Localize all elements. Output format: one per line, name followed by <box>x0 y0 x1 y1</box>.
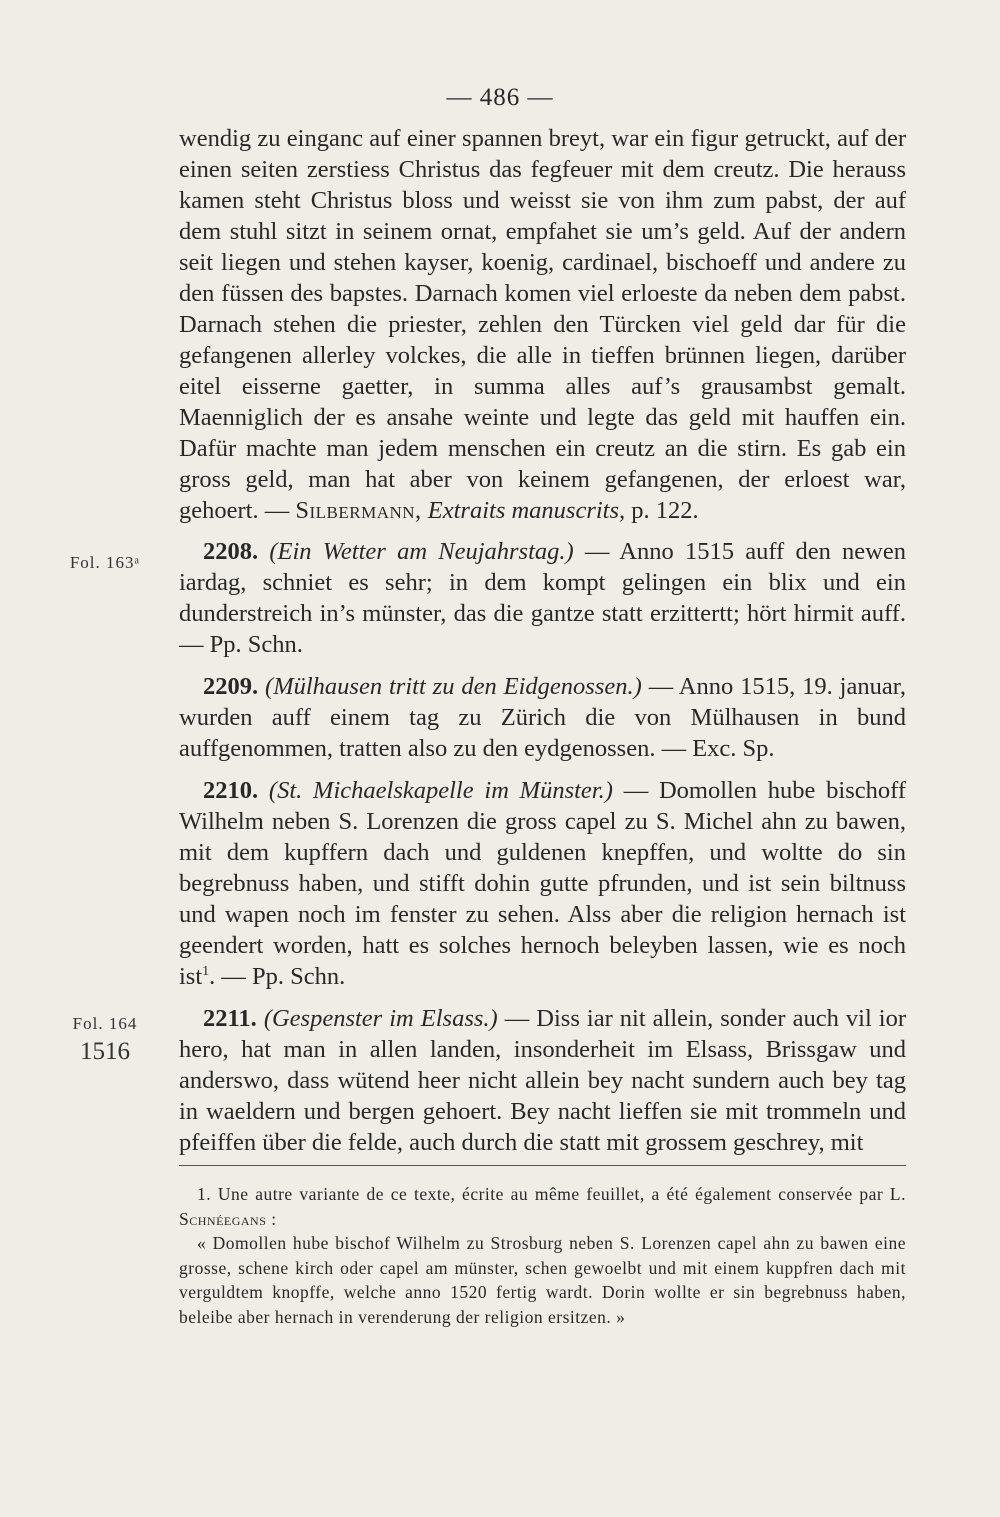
intro-work: Extraits manuscrits, <box>427 497 626 524</box>
entry-title: (St. Michaelskapelle im Münster.) <box>268 777 613 804</box>
margin-year-1516: 1516 <box>80 1038 130 1065</box>
intro-author: Silbermann, <box>295 497 422 524</box>
footnotes <box>179 1182 906 1329</box>
page-number: — 486 — <box>446 84 554 111</box>
entry-2210 <box>179 775 906 992</box>
entry-2209 <box>179 671 906 764</box>
entry-number: 2209. <box>203 673 259 700</box>
entry-number: 2208. <box>203 538 259 565</box>
entry-title: (Gespenster im Elsass.) <box>263 1005 498 1032</box>
entry-text: — Diss iar nit allein, sonder auch vil ior hero, hat man in allen landen, insonderheit im Elsass, Brissgaw und anderswo, dass wütend heer nicht allein bey nacht sundern auch bey tag in waeldern und bergen gehoert. Bey nacht lieffen sie mit trommeln und pfeiffen über die felde, auch durch die statt mit grossem geschrey, mit <box>179 1005 907 1156</box>
footnote-reference[interactable]: 1 <box>202 963 210 979</box>
footnote-1-quote: « Domollen hube bischof Wilhelm zu Strosburg neben S. Lorenzen capel ahn zu bawen eine grosse, schene kirch oder capel am münster, schen gewoelbt und mit einem kuppfren dach mit verguldtem knopffe, welche anno 1520 fertig wardt. Dorin wollte er sin begrebnuss haben, beleibe aber hernach in verenderung der religion ersitzen. » <box>179 1233 906 1327</box>
entry-2208 <box>179 536 906 660</box>
footnote-1-text: 1. Une autre variante de ce texte, écrite au même feuillet, a été également conservée par L. <box>197 1184 906 1204</box>
entry-title: (Mülhausen tritt zu den Eidgenossen.) <box>265 673 642 700</box>
intro-pages: p. 122. <box>631 497 699 524</box>
entry-number: 2210. <box>203 777 259 804</box>
entry-text-tail: . — Pp. Schn. <box>209 963 346 990</box>
entry-2211 <box>179 1003 906 1158</box>
margin-folio-163: Fol. 163ᵃ <box>69 553 141 572</box>
footnote-1-author: Schnéegans : <box>179 1208 277 1229</box>
entry-number: 2211. <box>203 1005 257 1032</box>
entry-text: — Anno 1515 auff den newen iardag, schniet es sehr; in dem kompt gelingen ein blix und ein dunderstreich in’s münster, das die gantze statt erzittertt; hört hirmit auff. — Pp. Schn. <box>179 538 906 658</box>
footnote-divider <box>179 1165 906 1166</box>
intro-text: wendig zu einganc auf einer spannen breyt, war ein figur getruckt, auf der einen seiten zerstiess Christus das fegfeuer mit dem creutz. Die herauss kamen steht Christus bloss und weisst sie von ihm zum pabst, der auf dem stuhl sitzt in seinem ornat, empfahet sie um’s geld. Auf der andern seit liegen und stehen kayser, koenig, cardinael, bischoeff und andere zu den füssen des bapstes. Darnach komen viel erloeste da neben dem pabst. Darnach stehen die priester, zehlen den Türcken viel geld dar für die gefangenen allerley volckes, die alle in tieffen brünnen liegen, darüber eitel eisserne gaetter, in summa alles auf’s grausambst gemalt. Maenniglich der es ansahe weinte und legte das geld mit hauffen ein. Dafür machte man jedem menschen ein creutz an die stirn. Es gab ein gross geld, man hat aber von keinem gefangenen, der erloest war, gehoert. — <box>179 125 906 524</box>
entry-title: (Ein Wetter am Neujahrstag.) <box>269 538 574 565</box>
main-text <box>179 123 906 1158</box>
entry-text: — Domollen hube bischoff Wilhelm neben S. Lorenzen die gross capel zu S. Michel ahn zu bawen, mit dem kupffern dach und guldenen knepffen, und woltte do sin begrebnuss haben, und stifft dohin gutte pfrunden, und ist sein biltnuss und wapen noch im fenster zu sehen. Alss aber die religion hernach ist geendert worden, hatt es solches hernoch beleyben lassen, wie es noch ist <box>179 777 907 990</box>
margin-folio-164: Fol. 164 <box>72 1014 138 1033</box>
entry-text: — Anno 1515, 19. januar, wurden auff einem tag zu Zürich die von Mülhausen in bund auffgenommen, tratten also zu den eydgenossen. — Exc. Sp. <box>179 673 907 762</box>
footnote-1 <box>179 1182 906 1231</box>
intro-paragraph <box>179 123 906 526</box>
